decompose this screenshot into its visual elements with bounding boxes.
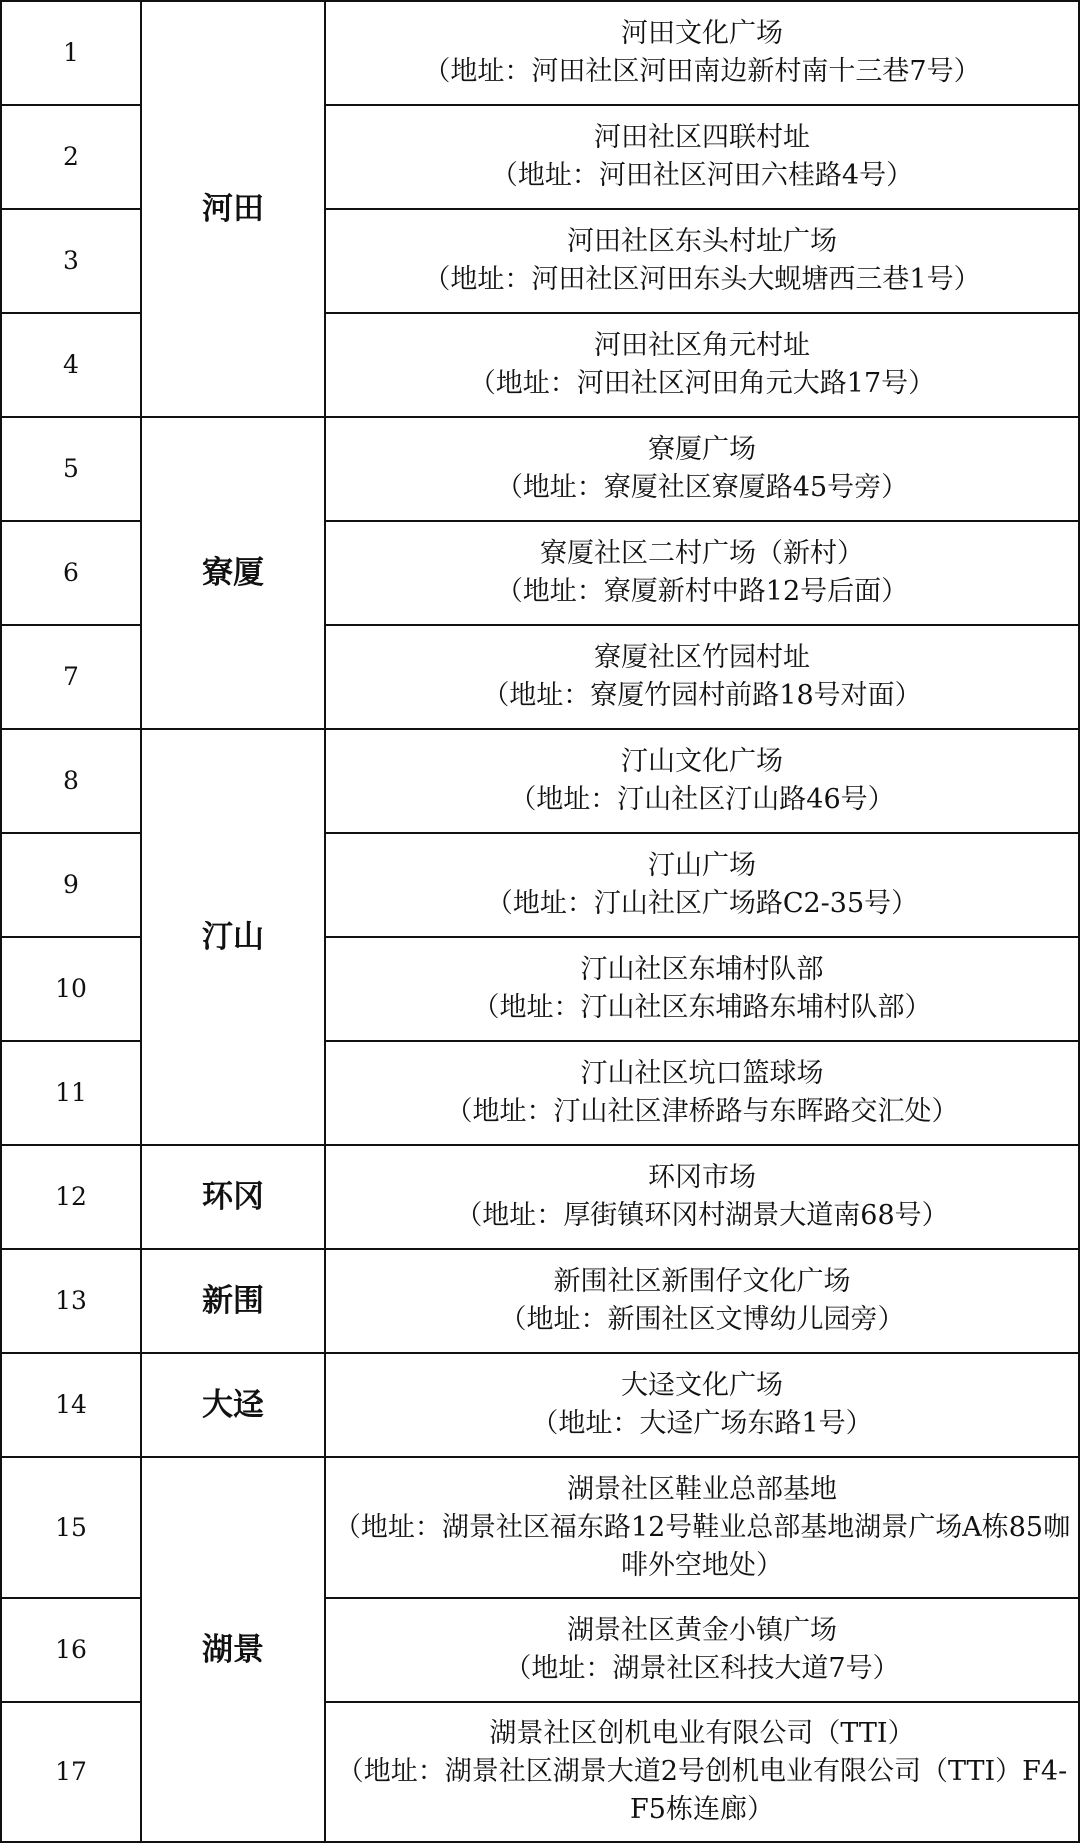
venue-cell <box>325 1353 1079 1457</box>
venue-name: 湖景社区黄金小镇广场 <box>567 1615 837 1646</box>
venue-cell <box>325 1598 1079 1702</box>
table-row <box>1 417 1079 521</box>
row-number: 10 <box>1 937 141 1041</box>
venue-name: 大迳文化广场 <box>621 1370 783 1401</box>
venue-cell <box>325 1145 1079 1249</box>
venue-cell <box>325 1 1079 105</box>
venue-name: 河田社区东头村址广场 <box>567 226 837 257</box>
row-number: 7 <box>1 625 141 729</box>
venue-address: （地址：寮厦新村中路12号后面） <box>495 576 909 607</box>
venue-cell <box>325 209 1079 313</box>
venue-cell <box>325 313 1079 417</box>
row-number: 16 <box>1 1598 141 1702</box>
row-number: 11 <box>1 1041 141 1145</box>
community-name: 河田 <box>141 1 325 417</box>
venue-name: 汀山广场 <box>648 850 756 881</box>
venue-address: （地址：湖景社区福东路12号鞋业总部基地湖景广场A栋85咖啡外空地处） <box>333 1511 1071 1581</box>
table-row <box>1 1353 1079 1457</box>
venue-name: 寮厦广场 <box>648 434 756 465</box>
venue-cell <box>325 833 1079 937</box>
venue-cell <box>325 1041 1079 1145</box>
venue-address: （地址：汀山社区东埔路东埔村队部） <box>472 992 932 1023</box>
row-number: 8 <box>1 729 141 833</box>
row-number: 5 <box>1 417 141 521</box>
venue-name: 河田文化广场 <box>621 18 783 49</box>
row-number: 3 <box>1 209 141 313</box>
venue-name: 湖景社区创机电业有限公司（TTI） <box>489 1718 915 1749</box>
row-number: 13 <box>1 1249 141 1353</box>
venue-name: 河田社区四联村址 <box>594 122 810 153</box>
venue-name: 汀山文化广场 <box>621 746 783 777</box>
community-name: 新围 <box>141 1249 325 1353</box>
venue-address: （地址：湖景社区科技大道7号） <box>504 1653 900 1684</box>
row-number: 1 <box>1 1 141 105</box>
venue-address: （地址：寮厦竹园村前路18号对面） <box>482 680 922 711</box>
venue-address: （地址：河田社区河田六桂路4号） <box>490 160 914 191</box>
venue-address: （地址：湖景社区湖景大道2号创机电业有限公司（TTI）F4-F5栋连廊） <box>336 1756 1068 1825</box>
venue-address: （地址：汀山社区广场路C2-35号） <box>485 888 919 919</box>
venue-name: 环冈市场 <box>648 1162 756 1193</box>
venue-cell <box>325 521 1079 625</box>
venue-name: 新围社区新围仔文化广场 <box>553 1266 851 1297</box>
venue-cell <box>325 417 1079 521</box>
venue-name: 寮厦社区二村广场（新村） <box>540 538 864 569</box>
venue-address: （地址：河田社区河田南边新村南十三巷7号） <box>423 56 981 87</box>
table-row <box>1 1145 1079 1249</box>
venue-cell <box>325 1702 1079 1842</box>
row-number: 12 <box>1 1145 141 1249</box>
row-number: 15 <box>1 1457 141 1598</box>
table-row <box>1 729 1079 833</box>
venue-address: （地址：厚街镇环冈村湖景大道南68号） <box>455 1200 949 1231</box>
venue-address: （地址：河田社区河田东头大蚬塘西三巷1号） <box>423 264 981 295</box>
venue-name: 寮厦社区竹园村址 <box>594 642 810 673</box>
venue-cell <box>325 105 1079 209</box>
venue-address: （地址：汀山社区津桥路与东晖路交汇处） <box>445 1096 959 1127</box>
venue-address: （地址：大迳广场东路1号） <box>531 1408 873 1439</box>
row-number: 14 <box>1 1353 141 1457</box>
venue-cell <box>325 1249 1079 1353</box>
table-row <box>1 1457 1079 1598</box>
table-row <box>1 1249 1079 1353</box>
venue-name: 汀山社区东埔村队部 <box>580 954 824 985</box>
community-name: 环冈 <box>141 1145 325 1249</box>
row-number: 4 <box>1 313 141 417</box>
community-name: 大迳 <box>141 1353 325 1457</box>
row-number: 17 <box>1 1702 141 1842</box>
venue-cell <box>325 729 1079 833</box>
row-number: 6 <box>1 521 141 625</box>
community-name: 湖景 <box>141 1457 325 1842</box>
community-name: 寮厦 <box>141 417 325 729</box>
table-row <box>1 1 1079 105</box>
venue-address: （地址：寮厦社区寮厦路45号旁） <box>495 472 909 503</box>
venue-cell <box>325 937 1079 1041</box>
community-name: 汀山 <box>141 729 325 1145</box>
venue-name: 湖景社区鞋业总部基地 <box>567 1473 837 1505</box>
venue-name: 汀山社区坑口篮球场 <box>580 1058 824 1089</box>
venue-cell <box>325 1457 1079 1598</box>
venue-cell <box>325 625 1079 729</box>
row-number: 2 <box>1 105 141 209</box>
venue-address: （地址：汀山社区汀山路46号） <box>509 784 895 815</box>
venue-address: （地址：河田社区河田角元大路17号） <box>468 368 936 399</box>
row-number: 9 <box>1 833 141 937</box>
venue-name: 河田社区角元村址 <box>594 330 810 361</box>
venue-address: （地址：新围社区文博幼儿园旁） <box>499 1304 905 1335</box>
